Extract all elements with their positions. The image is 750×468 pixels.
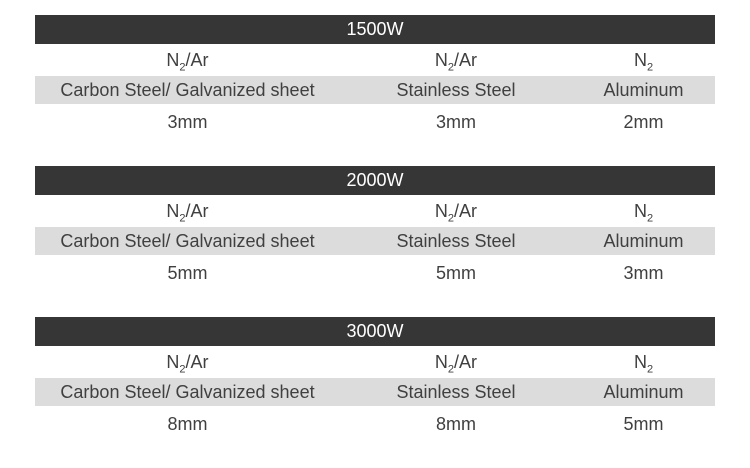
gas-row <box>35 195 715 227</box>
gas-suffix: /Ar <box>185 200 209 221</box>
gas-subscript: 2 <box>447 363 455 376</box>
material-cell: Stainless Steel <box>396 79 516 100</box>
gas-symbol: N <box>166 351 180 372</box>
power-label: 2000W <box>346 170 404 190</box>
gas-subscript: 2 <box>646 61 654 74</box>
gas-cell <box>340 200 572 225</box>
gas-suffix: /Ar <box>454 49 478 70</box>
gas-cell <box>340 351 572 376</box>
material-row <box>35 227 715 255</box>
gas-cell <box>35 200 340 225</box>
gas-subscript: 2 <box>179 363 186 376</box>
gas-cell <box>572 49 715 74</box>
gas-row <box>35 346 715 378</box>
power-header <box>35 15 715 44</box>
thickness-cell: 2mm <box>623 111 664 132</box>
power-header <box>35 317 715 346</box>
gas-suffix: /Ar <box>454 200 478 221</box>
gas-subscript: 2 <box>179 212 186 225</box>
thickness-cell: 5mm <box>167 262 208 283</box>
material-cell: Carbon Steel/ Galvanized sheet <box>60 381 315 402</box>
thickness-cell: 3mm <box>623 262 664 283</box>
gas-suffix: /Ar <box>454 351 478 372</box>
gas-cell <box>572 200 715 225</box>
gas-cell <box>35 49 340 74</box>
power-label: 3000W <box>346 321 404 341</box>
gas-subscript: 2 <box>447 61 455 74</box>
gas-symbol: N <box>633 351 647 372</box>
thickness-cell: 8mm <box>436 413 476 434</box>
gas-subscript: 2 <box>447 212 455 225</box>
thickness-cell: 8mm <box>167 413 208 434</box>
gas-cell <box>340 49 572 74</box>
power-header <box>35 166 715 195</box>
gas-subscript: 2 <box>646 363 654 376</box>
gas-suffix: /Ar <box>185 49 209 70</box>
power-section-2000w <box>35 166 715 291</box>
material-row <box>35 76 715 104</box>
thickness-cell: 3mm <box>436 111 476 132</box>
gas-suffix: /Ar <box>185 351 209 372</box>
thickness-cell: 3mm <box>167 111 208 132</box>
material-row <box>35 378 715 406</box>
material-cell: Stainless Steel <box>396 381 516 402</box>
gas-subscript: 2 <box>179 61 186 74</box>
material-cell: Aluminum <box>603 230 684 251</box>
gas-symbol: N <box>166 200 180 221</box>
thickness-cell: 5mm <box>623 413 664 434</box>
gas-subscript: 2 <box>646 212 654 225</box>
thickness-row <box>35 104 715 140</box>
power-section-3000w <box>35 317 715 442</box>
material-cell: Carbon Steel/ Galvanized sheet <box>60 79 315 100</box>
gas-symbol: N <box>166 49 180 70</box>
gas-symbol: N <box>434 49 448 70</box>
gas-row <box>35 44 715 76</box>
gas-symbol: N <box>633 200 647 221</box>
material-cell: Stainless Steel <box>396 230 516 251</box>
gas-symbol: N <box>633 49 647 70</box>
gas-cell <box>35 351 340 376</box>
power-label: 1500W <box>346 19 404 39</box>
material-cell: Carbon Steel/ Galvanized sheet <box>60 230 315 251</box>
material-cell: Aluminum <box>603 79 684 100</box>
thickness-row <box>35 406 715 442</box>
material-cell: Aluminum <box>603 381 684 402</box>
spec-table <box>35 15 715 468</box>
power-section-1500w <box>35 15 715 140</box>
thickness-row <box>35 255 715 291</box>
gas-symbol: N <box>434 351 448 372</box>
gas-cell <box>572 351 715 376</box>
gas-symbol: N <box>434 200 448 221</box>
thickness-cell: 5mm <box>436 262 476 283</box>
